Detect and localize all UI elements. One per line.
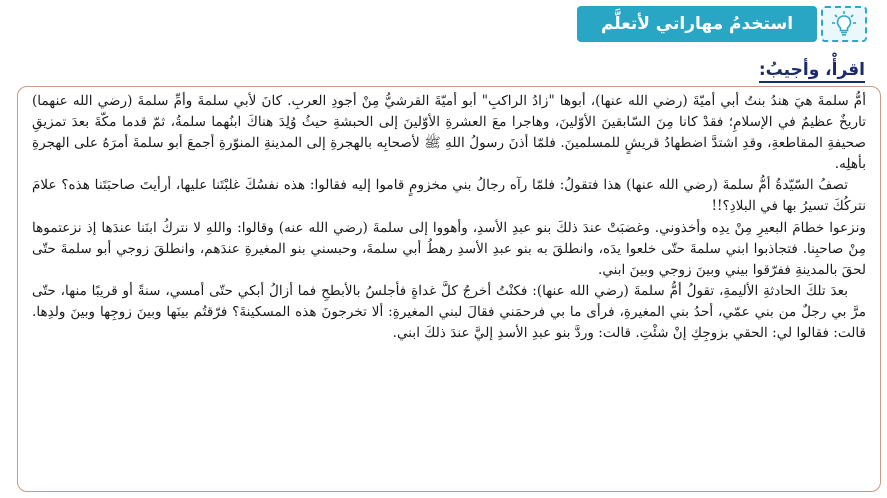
paragraph-3: ونزعوا خطامَ البعيرِ مِنْ يدِه وأخذوني. وغضبَتْ عندَ ذلكَ بنو عبدِ الأسدِ، وأهووا إلى سلمةَ (رضي الله عنه) وقالوا: واللهِ لا نتركُ ابنَنا عندَها إذ نزعتموها مِنْ صاحبِنا. فتجاذبوا ابني سلمةَ حتّى خلعوا يدَه، وانطلقَ به بنو عبدِ الأسدِ رهطُ أبي سلمةَ، وحبسني بنو المغيرةِ عندَهم، وانطلقَ زوجي أبو سلمةَ حتّى لحقَ بالمدينةِ ففرّقوا بيني وبينَ زوجي وبينَ ابني.: [32, 219, 866, 278]
section-heading: اقرأْ، وأجيبُ:: [759, 60, 865, 83]
paragraph-2: تصفُ السّيّدةُ أمُّ سلمةَ (رضي الله عنها) هذا فتقولُ: فلمّا رآه رجالُ بني مخزومٍ قاموا إليه فقالوا: هذه نفسُكَ غلبْتَنا عليها، أرأيتَ صاحبَتَنا هذه؟ علامَ نتركُكَ تسيرُ بها في البلادِ؟!!: [32, 177, 866, 215]
lightbulb-icon: [821, 6, 867, 42]
banner-title: استخدمُ مهاراتي لأتعلَّم: [577, 6, 817, 42]
lightbulb-icon-graphic: [832, 11, 856, 37]
paragraph-4: بعدَ تلكَ الحادثةِ الأليمةِ، تقولُ أمُّ سلمةَ (رضي الله عنها): فكنْتُ أخرجُ كلَّ غداةٍ فأجلسُ بالأبطحِ فما أزالُ أبكي حتّى أمسي، سنةً أو قريبًا منها، حتّى مرَّ بي رجلٌ من بني عمّي، أحدُ بني المغيرةِ، فرأى ما بي فرحمَني فقالَ لبني المغيرةِ: ألا تخرجونَ هذه المسكينةَ؟ فرّقتُم بينَها وبينَ زوجِها وبينَ ولدِها. قالت: فقالوا لي: الحقي بزوجِكِ إنْ شئْتِ. قالت: وردَّ بنو عبدِ الأسدِ إليَّ عندَ ذلكَ ابني.: [32, 282, 866, 342]
paragraph-1: أمُّ سلمةَ هيَ هندُ بنتُ أبي أميّةَ (رضي الله عنها)، أبوها "زادُ الراكبِ" أبو أميّةَ القرشيُّ مِنْ أجودِ العربِ. كانَ لأبي سلمةَ وأمِّ سلمةَ (رضي الله عنهما) تاريخٌ عظيمٌ في الإسلامِ؛ فقدْ كانا مِنَ السّابقينَ الأوّلينَ، وهاجرا معَ العشرةِ الأوّلينَ إلى الحبشةِ حيثُ وُلِدَ هناكَ ابنُهما سلمةُ، ثمّ قدما مكّةَ بعدَ تمزيقِ صحيفةِ المقاطعةِ، وقدِ اشتدَّ اضطهادُ قريشٍ للمسلمينَ. فلمّا أذنَ رسولُ اللهِ ﷺ لأصحابِه بالهجرةِ إلى المدينةِ المنوّرةِ أجمعَ أبو سلمةَ أمرَهُ على الهجرةِ بأهلِه.: [32, 93, 866, 173]
skills-banner: [577, 6, 867, 42]
reading-passage-box: [17, 86, 881, 492]
